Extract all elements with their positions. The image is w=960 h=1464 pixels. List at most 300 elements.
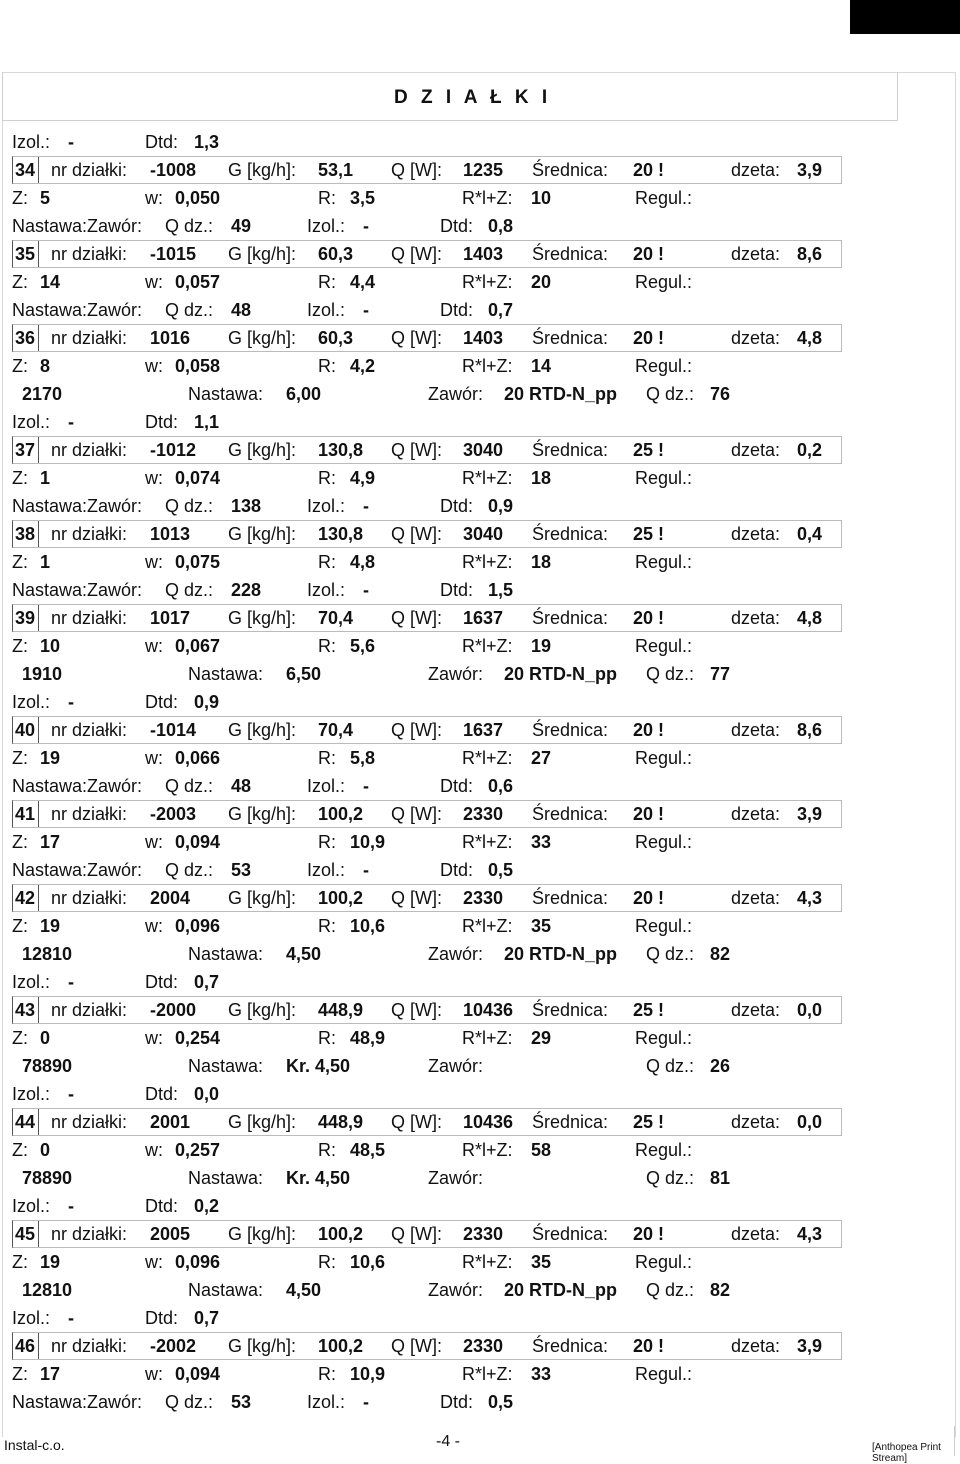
q-value: 3040	[463, 440, 504, 460]
regul-label: Regul.:	[635, 1364, 693, 1384]
q-label: Q [W]:	[391, 720, 442, 740]
r-value: 4,4	[350, 272, 376, 292]
section-z-line	[12, 1360, 842, 1388]
g-value: 100,2	[318, 804, 364, 824]
nr-value: -2002	[150, 1336, 197, 1356]
black-corner-block	[850, 0, 960, 34]
q-value: 2330	[463, 1336, 504, 1356]
q-label: Q [W]:	[391, 244, 442, 264]
r-label: R:	[318, 1364, 336, 1384]
g-label: G [kg/h]:	[228, 440, 297, 460]
r-value: 5,6	[350, 636, 376, 656]
q-value: 1637	[463, 608, 504, 628]
dtd-value: 0,8	[488, 216, 514, 236]
qdz-label: Q dz.:	[646, 1280, 695, 1300]
q-value: 10436	[463, 1112, 514, 1132]
section-main-line	[12, 996, 842, 1024]
q-value: 2330	[463, 804, 504, 824]
w-value: 0,096	[175, 916, 221, 936]
section-main-line	[12, 884, 842, 912]
g-value: 100,2	[318, 1224, 364, 1244]
dtd-label: Dtd:	[145, 132, 179, 152]
rilz-value: 27	[531, 748, 552, 768]
z-value: 10	[40, 636, 61, 656]
regul-label: Regul.:	[635, 636, 693, 656]
section-nastawa-line	[12, 660, 842, 688]
r-value: 3,5	[350, 188, 376, 208]
nr-value: 2005	[150, 1224, 191, 1244]
g-label: G [kg/h]:	[228, 328, 297, 348]
regul-label: Regul.:	[635, 272, 693, 292]
z-label: Z:	[12, 468, 28, 488]
z-label: Z:	[12, 1028, 28, 1048]
dtd-value: 0,6	[488, 776, 514, 796]
dzeta-value: 3,9	[797, 160, 823, 180]
dtd-value: 0,5	[488, 1392, 514, 1412]
nastawa-label: Nastawa:	[188, 1056, 264, 1076]
zawor-value: 20 RTD-N_pp	[504, 384, 618, 404]
section-nastawa-line	[12, 380, 842, 408]
srednica-value: 25 !	[633, 1112, 665, 1132]
q-label: Q [W]:	[391, 608, 442, 628]
izol-value: -	[363, 1392, 369, 1412]
nastawa-label: Nastawa:	[188, 944, 264, 964]
w-value: 0,066	[175, 748, 221, 768]
w-value: 0,094	[175, 832, 221, 852]
izol-value: -	[68, 972, 74, 992]
w-label: w:	[145, 468, 163, 488]
section-izol-line	[12, 1192, 842, 1220]
nr-label: nr działki:	[51, 328, 128, 348]
section-izol-line	[12, 688, 842, 716]
w-value: 0,050	[175, 188, 221, 208]
r-label: R:	[318, 272, 336, 292]
footer-left: Instal-c.o.	[4, 1437, 65, 1453]
dtd-label: Dtd:	[440, 216, 474, 236]
section-z-line	[12, 912, 842, 940]
lead-value: 12810	[22, 944, 73, 964]
section-z-line	[12, 548, 842, 576]
g-label: G [kg/h]:	[228, 160, 297, 180]
nastawa-zawor-label: Nastawa:Zawór:	[12, 580, 143, 600]
q-value: 1403	[463, 328, 504, 348]
nr-value: -1012	[150, 440, 197, 460]
lead-value: 78890	[22, 1056, 73, 1076]
zawor-label: Zawór:	[428, 1280, 484, 1300]
r-value: 10,6	[350, 916, 386, 936]
page-number: -4 -	[436, 1433, 460, 1450]
dtd-value: 0,9	[488, 496, 514, 516]
r-label: R:	[318, 468, 336, 488]
z-label: Z:	[12, 188, 28, 208]
srednica-label: Średnica:	[532, 1224, 609, 1244]
dtd-label: Dtd:	[440, 300, 474, 320]
qdz-value: 49	[231, 216, 252, 236]
srednica-value: 20 !	[633, 804, 665, 824]
z-value: 19	[40, 1252, 61, 1272]
section-izol-line	[12, 1304, 842, 1332]
w-label: w:	[145, 636, 163, 656]
dzeta-value: 0,0	[797, 1112, 823, 1132]
z-value: 0	[40, 1028, 51, 1048]
qdz-value: 26	[710, 1056, 731, 1076]
dtd-label: Dtd:	[440, 1392, 474, 1412]
page-title: D Z I A Ł K I	[394, 87, 552, 108]
z-label: Z:	[12, 748, 28, 768]
rilz-label: R*l+Z:	[462, 552, 513, 572]
srednica-label: Średnica:	[532, 1112, 609, 1132]
w-label: w:	[145, 272, 163, 292]
dzeta-label: dzeta:	[731, 1224, 781, 1244]
srednica-label: Średnica:	[532, 244, 609, 264]
qdz-label: Q dz.:	[165, 216, 214, 236]
w-value: 0,096	[175, 1252, 221, 1272]
w-value: 0,067	[175, 636, 221, 656]
section-number: 36	[13, 325, 39, 351]
g-label: G [kg/h]:	[228, 1000, 297, 1020]
z-label: Z:	[12, 552, 28, 572]
dzeta-label: dzeta:	[731, 1112, 781, 1132]
rilz-value: 18	[531, 468, 552, 488]
dzeta-label: dzeta:	[731, 1000, 781, 1020]
g-value: 60,3	[318, 244, 354, 264]
qdz-label: Q dz.:	[646, 1056, 695, 1076]
nastawa-label: Nastawa:	[188, 664, 264, 684]
rilz-value: 35	[531, 916, 552, 936]
qdz-label: Q dz.:	[646, 944, 695, 964]
dzeta-value: 4,8	[797, 328, 823, 348]
rilz-value: 18	[531, 552, 552, 572]
qdz-value: 138	[231, 496, 262, 516]
dtd-value: 0,7	[488, 300, 514, 320]
izol-label: Izol.:	[307, 300, 346, 320]
section-number: 44	[13, 1109, 39, 1135]
rilz-label: R*l+Z:	[462, 468, 513, 488]
g-value: 70,4	[318, 608, 354, 628]
nastawa-zawor-label: Nastawa:Zawór:	[12, 776, 143, 796]
w-label: w:	[145, 188, 163, 208]
w-label: w:	[145, 1364, 163, 1384]
section-nastawa-line	[12, 492, 842, 520]
r-value: 4,8	[350, 552, 376, 572]
qdz-value: 48	[231, 776, 252, 796]
q-label: Q [W]:	[391, 888, 442, 908]
srednica-label: Średnica:	[532, 720, 609, 740]
nastawa-value: 4,50	[286, 944, 322, 964]
dtd-label: Dtd:	[145, 1308, 179, 1328]
w-value: 0,058	[175, 356, 221, 376]
zawor-value: 20 RTD-N_pp	[504, 944, 618, 964]
section-main-line	[12, 1332, 842, 1360]
dtd-label: Dtd:	[440, 860, 474, 880]
dzeta-label: dzeta:	[731, 720, 781, 740]
dzeta-label: dzeta:	[731, 608, 781, 628]
corner-line	[954, 1426, 955, 1456]
r-label: R:	[318, 916, 336, 936]
section-main-line	[12, 604, 842, 632]
dtd-value: 0,5	[488, 860, 514, 880]
dtd-label: Dtd:	[440, 776, 474, 796]
rilz-label: R*l+Z:	[462, 1364, 513, 1384]
section-nastawa-line	[12, 296, 842, 324]
z-value: 5	[40, 188, 51, 208]
section-nastawa-line	[12, 212, 842, 240]
z-label: Z:	[12, 832, 28, 852]
izol-label: Izol.:	[12, 972, 51, 992]
g-value: 70,4	[318, 720, 354, 740]
nastawa-value: 6,50	[286, 664, 322, 684]
section-z-line	[12, 1024, 842, 1052]
z-label: Z:	[12, 1140, 28, 1160]
izol-label: Izol.:	[12, 1084, 51, 1104]
r-value: 4,2	[350, 356, 376, 376]
rilz-value: 14	[531, 356, 552, 376]
z-label: Z:	[12, 636, 28, 656]
r-label: R:	[318, 748, 336, 768]
izol-value: -	[68, 1196, 74, 1216]
q-label: Q [W]:	[391, 328, 442, 348]
regul-label: Regul.:	[635, 1028, 693, 1048]
dtd-label: Dtd:	[145, 692, 179, 712]
section-nastawa-line	[12, 1052, 842, 1080]
section-z-line	[12, 352, 842, 380]
section-main-line	[12, 324, 842, 352]
section-z-line	[12, 1248, 842, 1276]
nastawa-zawor-label: Nastawa:Zawór:	[12, 300, 143, 320]
regul-label: Regul.:	[635, 748, 693, 768]
qdz-value: 82	[710, 1280, 731, 1300]
dzeta-value: 8,6	[797, 720, 823, 740]
q-label: Q [W]:	[391, 160, 442, 180]
nr-value: 1017	[150, 608, 191, 628]
rilz-value: 29	[531, 1028, 552, 1048]
dzeta-value: 8,6	[797, 244, 823, 264]
regul-label: Regul.:	[635, 468, 693, 488]
w-value: 0,075	[175, 552, 221, 572]
dtd-value: 1,3	[194, 132, 220, 152]
dzeta-value: 3,9	[797, 804, 823, 824]
qdz-label: Q dz.:	[165, 300, 214, 320]
qdz-value: 81	[710, 1168, 731, 1188]
section-main-line	[12, 1108, 842, 1136]
izol-value: -	[68, 412, 74, 432]
g-label: G [kg/h]:	[228, 244, 297, 264]
r-label: R:	[318, 636, 336, 656]
dtd-label: Dtd:	[145, 1196, 179, 1216]
nr-value: 2001	[150, 1112, 191, 1132]
izol-label: Izol.:	[12, 132, 51, 152]
section-nastawa-line	[12, 772, 842, 800]
nr-label: nr działki:	[51, 1000, 128, 1020]
dtd-value: 1,5	[488, 580, 514, 600]
z-value: 14	[40, 272, 61, 292]
q-label: Q [W]:	[391, 440, 442, 460]
g-label: G [kg/h]:	[228, 524, 297, 544]
z-value: 8	[40, 356, 51, 376]
w-label: w:	[145, 356, 163, 376]
q-label: Q [W]:	[391, 804, 442, 824]
izol-label: Izol.:	[12, 412, 51, 432]
r-value: 5,8	[350, 748, 376, 768]
izol-value: -	[68, 1308, 74, 1328]
izol-value: -	[68, 692, 74, 712]
q-label: Q [W]:	[391, 1000, 442, 1020]
nr-value: -1008	[150, 160, 197, 180]
g-value: 448,9	[318, 1112, 364, 1132]
dzeta-value: 4,3	[797, 888, 823, 908]
dzeta-value: 4,8	[797, 608, 823, 628]
q-value: 1235	[463, 160, 504, 180]
w-value: 0,254	[175, 1028, 221, 1048]
srednica-value: 20 !	[633, 1224, 665, 1244]
dtd-value: 1,1	[194, 412, 220, 432]
srednica-value: 20 !	[633, 888, 665, 908]
nr-label: nr działki:	[51, 720, 128, 740]
srednica-value: 25 !	[633, 440, 665, 460]
izol-value: -	[363, 580, 369, 600]
lead-value: 12810	[22, 1280, 73, 1300]
qdz-label: Q dz.:	[165, 1392, 214, 1412]
q-value: 1637	[463, 720, 504, 740]
w-value: 0,057	[175, 272, 221, 292]
q-value: 1403	[463, 244, 504, 264]
dtd-label: Dtd:	[145, 1084, 179, 1104]
section-number: 34	[13, 157, 39, 183]
izol-value: -	[68, 1084, 74, 1104]
rilz-value: 33	[531, 832, 552, 852]
r-label: R:	[318, 552, 336, 572]
rilz-value: 33	[531, 1364, 552, 1384]
g-value: 448,9	[318, 1000, 364, 1020]
izol-label: Izol.:	[307, 216, 346, 236]
section-number: 41	[13, 801, 39, 827]
section-main-line	[12, 716, 842, 744]
nastawa-label: Nastawa:	[188, 1168, 264, 1188]
r-label: R:	[318, 832, 336, 852]
rilz-label: R*l+Z:	[462, 636, 513, 656]
nr-label: nr działki:	[51, 608, 128, 628]
srednica-label: Średnica:	[532, 888, 609, 908]
lead-value: 78890	[22, 1168, 73, 1188]
zawor-value: 20 RTD-N_pp	[504, 664, 618, 684]
zawor-label: Zawór:	[428, 384, 484, 404]
r-value: 10,9	[350, 832, 386, 852]
dzeta-value: 4,3	[797, 1224, 823, 1244]
section-nastawa-line	[12, 576, 842, 604]
nr-value: -2000	[150, 1000, 197, 1020]
r-value: 10,9	[350, 1364, 386, 1384]
srednica-value: 20 !	[633, 160, 665, 180]
nr-value: -1015	[150, 244, 197, 264]
z-value: 19	[40, 748, 61, 768]
rilz-label: R*l+Z:	[462, 748, 513, 768]
w-label: w:	[145, 748, 163, 768]
g-label: G [kg/h]:	[228, 804, 297, 824]
w-label: w:	[145, 1140, 163, 1160]
section-number: 45	[13, 1221, 39, 1247]
section-main-line	[12, 520, 842, 548]
section-nastawa-line	[12, 1276, 842, 1304]
w-label: w:	[145, 832, 163, 852]
srednica-value: 25 !	[633, 524, 665, 544]
nastawa-label: Nastawa:	[188, 384, 264, 404]
g-label: G [kg/h]:	[228, 608, 297, 628]
regul-label: Regul.:	[635, 832, 693, 852]
zawor-label: Zawór:	[428, 1168, 484, 1188]
r-value: 10,6	[350, 1252, 386, 1272]
q-value: 2330	[463, 888, 504, 908]
izol-value: -	[363, 496, 369, 516]
izol-label: Izol.:	[12, 692, 51, 712]
izol-label: Izol.:	[12, 1196, 51, 1216]
r-value: 48,9	[350, 1028, 386, 1048]
qdz-value: 77	[710, 664, 731, 684]
qdz-label: Q dz.:	[646, 1168, 695, 1188]
nr-label: nr działki:	[51, 244, 128, 264]
nr-value: 1013	[150, 524, 191, 544]
qdz-label: Q dz.:	[165, 860, 214, 880]
srednica-label: Średnica:	[532, 160, 609, 180]
section-nastawa-line	[12, 940, 842, 968]
qdz-value: 53	[231, 1392, 252, 1412]
section-z-line	[12, 268, 842, 296]
r-value: 4,9	[350, 468, 376, 488]
section-main-line	[12, 156, 842, 184]
srednica-label: Średnica:	[532, 328, 609, 348]
section-izol-line	[12, 408, 842, 436]
qdz-label: Q dz.:	[646, 384, 695, 404]
regul-label: Regul.:	[635, 1252, 693, 1272]
nastawa-value: 4,50	[286, 1280, 322, 1300]
g-value: 100,2	[318, 1336, 364, 1356]
section-z-line	[12, 1136, 842, 1164]
nastawa-value: Kr. 4,50	[286, 1056, 351, 1076]
section-izol-line	[12, 968, 842, 996]
nr-value: -2003	[150, 804, 197, 824]
r-label: R:	[318, 188, 336, 208]
srednica-value: 20 !	[633, 244, 665, 264]
dzeta-label: dzeta:	[731, 328, 781, 348]
footer-right: [Anthopea Print Stream]	[872, 1442, 941, 1464]
section-main-line	[12, 436, 842, 464]
izol-label: Izol.:	[307, 496, 346, 516]
srednica-label: Średnica:	[532, 608, 609, 628]
section-z-line	[12, 828, 842, 856]
g-value: 60,3	[318, 328, 354, 348]
section-number: 46	[13, 1333, 39, 1359]
q-value: 2330	[463, 1224, 504, 1244]
z-value: 1	[40, 552, 51, 572]
dzeta-value: 0,4	[797, 524, 823, 544]
section-z-line	[12, 632, 842, 660]
w-label: w:	[145, 552, 163, 572]
r-label: R:	[318, 1252, 336, 1272]
section-nastawa-line	[12, 1164, 842, 1192]
q-label: Q [W]:	[391, 524, 442, 544]
izol-value: -	[363, 860, 369, 880]
section-main-line	[12, 1220, 842, 1248]
dtd-label: Dtd:	[145, 972, 179, 992]
srednica-value: 20 !	[633, 1336, 665, 1356]
nr-label: nr działki:	[51, 804, 128, 824]
izol-label: Izol.:	[307, 860, 346, 880]
section-number: 38	[13, 521, 39, 547]
zawor-label: Zawór:	[428, 1056, 484, 1076]
dzeta-value: 3,9	[797, 1336, 823, 1356]
section-z-line	[12, 184, 842, 212]
srednica-value: 25 !	[633, 1000, 665, 1020]
q-label: Q [W]:	[391, 1112, 442, 1132]
